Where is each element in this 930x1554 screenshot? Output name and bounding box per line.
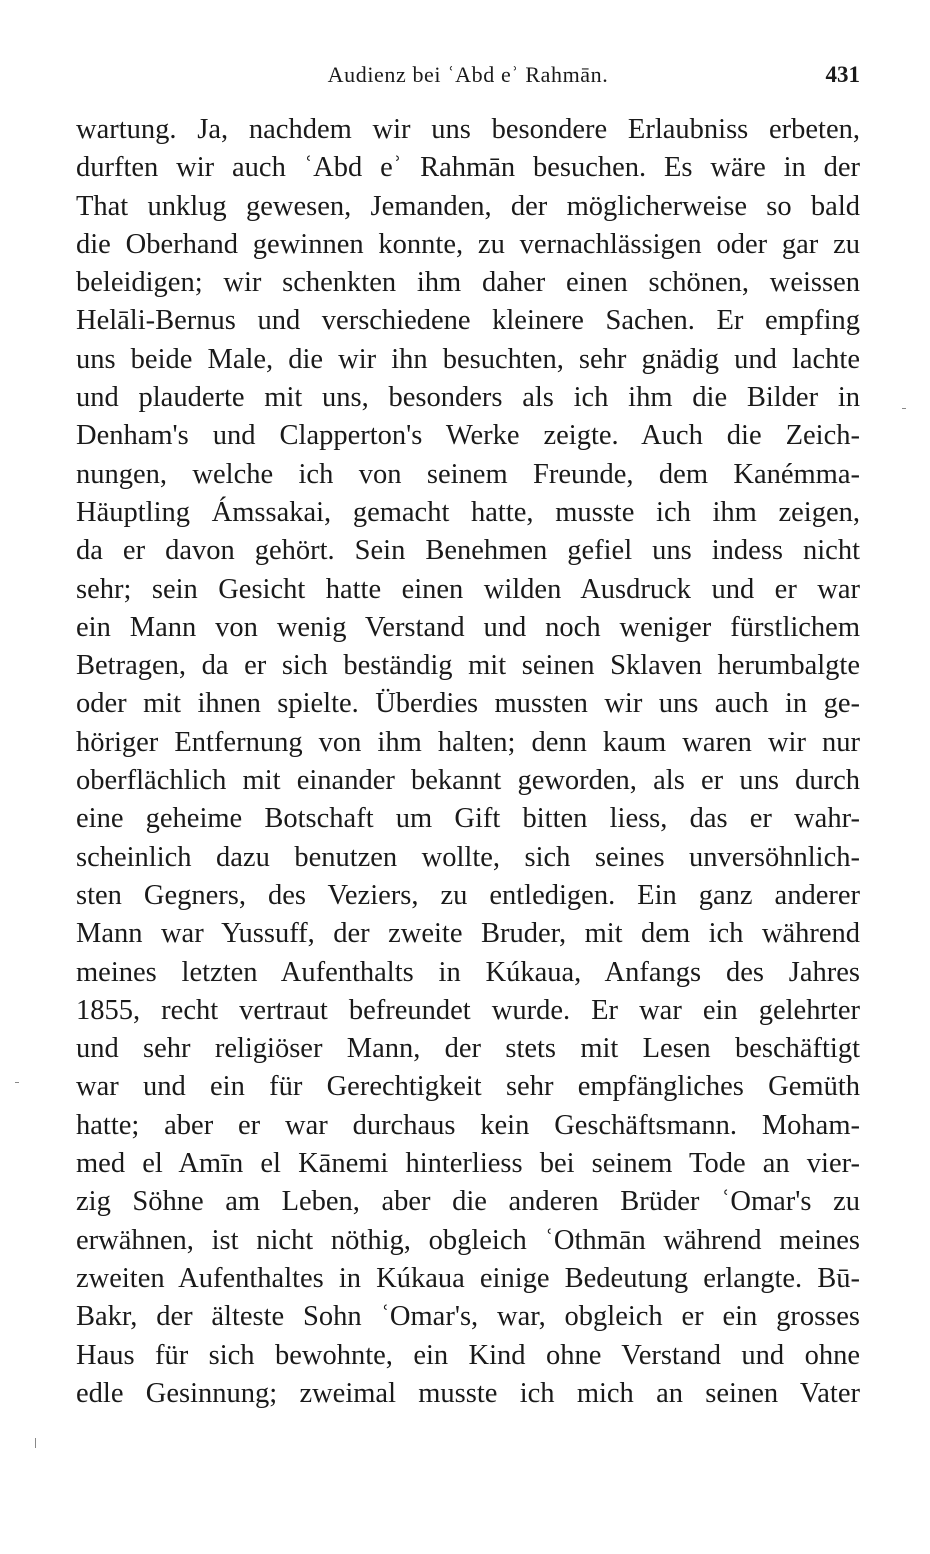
running-title: Audienz bei ʿAbd eʾ Rahmān. bbox=[327, 62, 609, 87]
text-line: ein Mann von wenig Verstand und noch weniger fürstlichem bbox=[76, 611, 860, 643]
text-line: 1855, recht vertraut befreundet wurde. Er war ein gelehrter bbox=[76, 994, 860, 1026]
text-line: Denham's und Clapperton's Werke zeigte. Auch die Zeich- bbox=[76, 420, 860, 452]
text-line: uns beide Male, die wir ihn besuchten, sehr gnädig und lachte bbox=[76, 343, 860, 375]
text-line: erwähnen, ist nicht nöthig, obgleich ʿOthmān während meines bbox=[76, 1224, 860, 1256]
text-line: Haus für sich bewohnte, ein Kind ohne Verstand und ohne bbox=[76, 1339, 860, 1371]
text-line: meines letzten Aufenthalts in Kúkaua, Anfangs des Jahres bbox=[76, 956, 860, 988]
text-line: med el Amīn el Kānemi hinterliess bei seinem Tode an vier- bbox=[76, 1148, 860, 1180]
text-line: Häuptling Ámssakai, gemacht hatte, musste ich ihm zeigen, bbox=[76, 496, 860, 528]
text-line: wartung. Ja, nachdem wir uns besondere Erlaubniss erbeten, bbox=[76, 114, 860, 145]
text-line: sten Gegners, des Veziers, zu entledigen. Ein ganz anderer bbox=[76, 879, 860, 911]
scan-speck bbox=[15, 1082, 19, 1083]
text-line: oberflächlich mit einander bekannt geworden, als er uns durch bbox=[76, 765, 860, 797]
text-line: zig Söhne am Leben, aber die anderen Brüder ʿOmar's zu bbox=[76, 1186, 860, 1218]
text-line: nungen, welche ich von seinem Freunde, dem Kanémma- bbox=[76, 458, 860, 490]
text-line: durften wir auch ʿAbd eʾ Rahmān besuchen. Es wäre in der bbox=[76, 152, 860, 184]
text-line: Helāli-Bernus und verschiedene kleinere Sachen. Er empfing bbox=[76, 305, 860, 337]
text-line: beleidigen; wir schenkten ihm daher einen schönen, weissen bbox=[76, 267, 860, 299]
text-line: eine geheime Botschaft um Gift bitten liess, das er wahr- bbox=[76, 803, 860, 835]
text-line: scheinlich dazu benutzen wollte, sich seines unversöhnlich- bbox=[76, 841, 860, 873]
scan-speck bbox=[902, 408, 906, 409]
text-line: oder mit ihnen spielte. Überdies mussten wir uns auch in ge- bbox=[76, 688, 860, 720]
text-line: da er davon gehört. Sein Benehmen gefiel uns indess nicht bbox=[76, 535, 860, 567]
text-line: Mann war Yussuff, der zweite Bruder, mit dem ich während bbox=[76, 918, 860, 950]
text-line: That unklug gewesen, Jemanden, der möglicherweise so bald bbox=[76, 190, 860, 222]
text-line: sehr; sein Gesicht hatte einen wilden Ausdruck und er war bbox=[76, 573, 860, 605]
page-number: 431 bbox=[825, 62, 860, 87]
text-line: zweiten Aufenthaltes in Kúkaua einige Bedeutung erlangte. Bū- bbox=[76, 1262, 860, 1294]
scan-speck bbox=[35, 1438, 36, 1448]
text-line: und sehr religiöser Mann, der stets mit Lesen beschäftigt bbox=[76, 1033, 860, 1065]
text-line: hatte; aber er war durchaus kein Geschäftsmann. Moham- bbox=[76, 1109, 860, 1141]
text-line: Betragen, da er sich beständig mit seinen Sklaven herumbalgte bbox=[76, 650, 860, 682]
text-line: die Oberhand gewinnen konnte, zu vernachlässigen oder gar zu bbox=[76, 228, 860, 260]
running-head bbox=[76, 62, 860, 98]
text-line: und plauderte mit uns, besonders als ich ihm die Bilder in bbox=[76, 382, 860, 414]
text-line: höriger Entfernung von ihm halten; denn kaum waren wir nur bbox=[76, 726, 860, 758]
text-line: Bakr, der älteste Sohn ʿOmar's, war, obgleich er ein grosses bbox=[76, 1301, 860, 1333]
body-text bbox=[76, 111, 860, 1413]
text-line: edle Gesinnung; zweimal musste ich mich an seinen Vater bbox=[76, 1377, 860, 1409]
text-line: war und ein für Gerechtigkeit sehr empfängliches Gemüth bbox=[76, 1071, 860, 1103]
